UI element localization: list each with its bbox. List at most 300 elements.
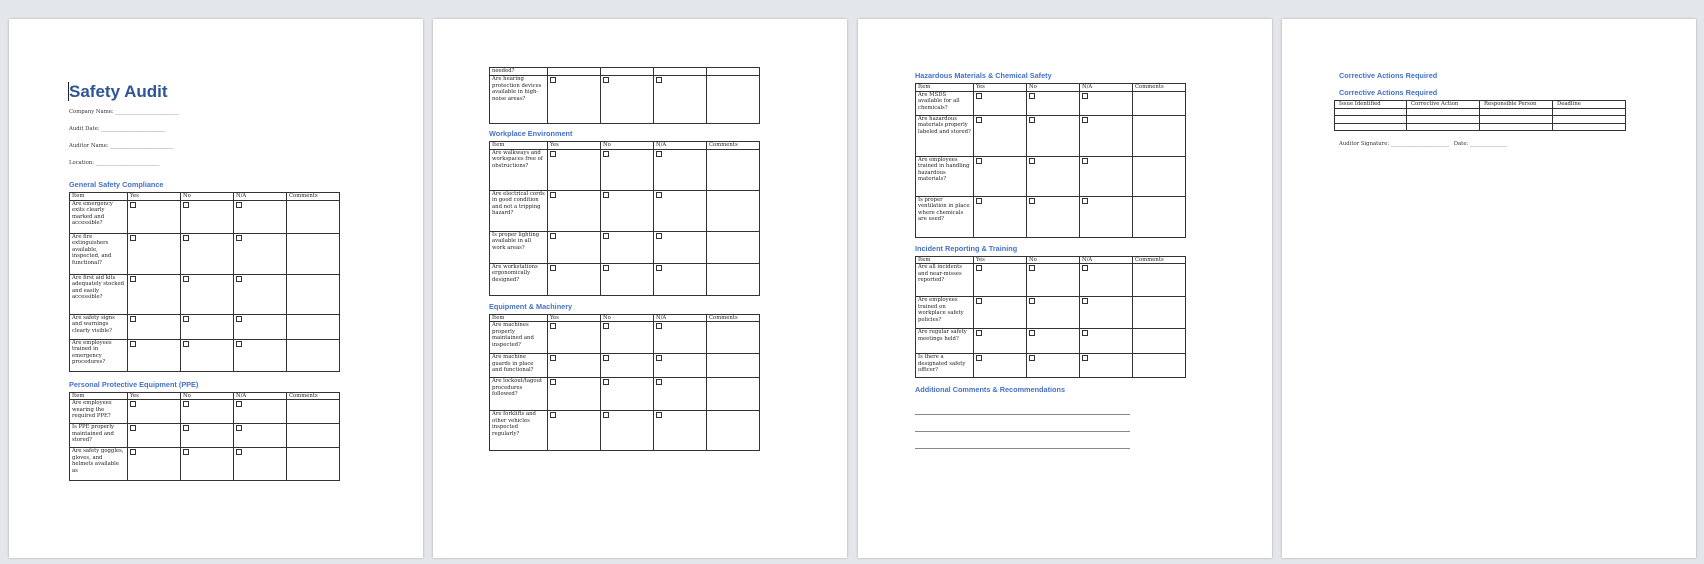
table-row	[490, 68, 760, 76]
document-page-2	[433, 19, 847, 558]
checkbox-cell[interactable]	[181, 274, 234, 314]
item-cell: Are lockout/tagout procedures followed?	[490, 378, 548, 411]
table-cell[interactable]	[1407, 123, 1480, 131]
checkbox[interactable]	[656, 77, 662, 83]
table-header-cell: Item	[490, 142, 548, 150]
checkbox-cell[interactable]	[974, 354, 1027, 378]
item-cell: Are electrical cords in good condition and not a tripping hazard?	[490, 190, 548, 231]
checkbox-cell[interactable]	[181, 424, 234, 448]
section-heading-ppe: Personal Protective Equipment (PPE)	[69, 379, 199, 389]
section-heading-additional: Additional Comments & Recommendations	[915, 385, 1066, 395]
table-cell[interactable]	[1407, 108, 1480, 116]
checkbox-cell[interactable]	[601, 263, 654, 295]
audit-table-general	[69, 192, 340, 372]
checkbox-cell[interactable]	[234, 339, 287, 371]
table-header-cell: Issue Identified	[1335, 101, 1407, 109]
checkbox-cell[interactable]	[128, 274, 181, 314]
table-row	[70, 274, 340, 314]
comments-cell[interactable]	[707, 231, 760, 263]
comments-cell[interactable]	[707, 68, 760, 76]
checkbox[interactable]	[1029, 298, 1035, 304]
checkbox[interactable]	[603, 192, 609, 198]
audit-table-equipment	[489, 314, 760, 452]
comments-cell[interactable]	[707, 378, 760, 411]
table-header-cell: Item	[490, 314, 548, 322]
table-cell[interactable]	[1407, 116, 1480, 124]
checkbox[interactable]	[1029, 198, 1035, 204]
checkbox-cell[interactable]	[1027, 264, 1080, 297]
checkbox-cell[interactable]	[548, 68, 601, 76]
checkbox[interactable]	[550, 412, 556, 418]
comments-cell[interactable]	[1133, 297, 1186, 329]
section-heading-incident: Incident Reporting & Training	[915, 243, 1018, 253]
checkbox[interactable]	[236, 235, 242, 241]
checkbox-cell[interactable]	[128, 424, 181, 448]
checkbox[interactable]	[1082, 117, 1088, 123]
checkbox[interactable]	[656, 192, 662, 198]
comments-cell[interactable]	[707, 411, 760, 451]
table-header-row	[490, 314, 760, 322]
item-cell: Is proper ventilation in place where chemicals are used?	[916, 196, 974, 237]
table-cell[interactable]	[1553, 123, 1626, 131]
table-row	[490, 149, 760, 190]
checkbox-cell[interactable]	[234, 200, 287, 233]
item-cell: Are employees trained on workplace safety policies?	[916, 297, 974, 329]
checkbox[interactable]	[976, 198, 982, 204]
checkbox[interactable]	[603, 233, 609, 239]
checkbox[interactable]	[656, 265, 662, 271]
checkbox[interactable]	[236, 202, 242, 208]
table-header-cell: Comments	[287, 193, 340, 201]
checkbox[interactable]	[550, 265, 556, 271]
section-heading-corrective-2: Corrective Actions Required	[1339, 88, 1438, 97]
table-header-cell: Yes	[128, 193, 181, 201]
checkbox[interactable]	[183, 425, 189, 431]
checkbox-cell[interactable]	[548, 322, 601, 354]
checkbox-cell[interactable]	[234, 233, 287, 274]
table-header-cell: Item	[70, 392, 128, 400]
checkbox-cell[interactable]	[654, 378, 707, 411]
checkbox[interactable]	[183, 316, 189, 322]
checkbox[interactable]	[656, 323, 662, 329]
table-cell[interactable]	[1335, 123, 1407, 131]
table-header-cell: No	[1027, 84, 1080, 92]
comments-cell[interactable]	[287, 274, 340, 314]
checkbox-cell[interactable]	[234, 274, 287, 314]
table-header-row	[1335, 101, 1626, 109]
checkbox[interactable]	[603, 265, 609, 271]
checkbox[interactable]	[130, 316, 136, 322]
checkbox-cell[interactable]	[234, 424, 287, 448]
table-row	[1335, 116, 1626, 124]
checkbox-cell[interactable]	[974, 115, 1027, 156]
checkbox[interactable]	[183, 341, 189, 347]
table-row	[916, 156, 1186, 196]
document-page-3	[858, 19, 1272, 558]
table-header-cell: No	[1027, 256, 1080, 264]
checkbox[interactable]	[1082, 198, 1088, 204]
checkbox-cell[interactable]	[1027, 115, 1080, 156]
comments-cell[interactable]	[287, 233, 340, 274]
comments-cell[interactable]	[287, 200, 340, 233]
checkbox-cell[interactable]	[128, 314, 181, 339]
checkbox[interactable]	[976, 117, 982, 123]
checkbox[interactable]	[550, 192, 556, 198]
checkbox-cell[interactable]	[601, 68, 654, 76]
item-cell: Are walkways and workspaces free of obstructions?	[490, 149, 548, 190]
checkbox-cell[interactable]	[1027, 297, 1080, 329]
checkbox[interactable]	[130, 235, 136, 241]
checkbox[interactable]	[656, 151, 662, 157]
location-field[interactable]: Location: ________________________	[69, 160, 160, 166]
checkbox-cell[interactable]	[548, 378, 601, 411]
table-header-cell: N/A	[1080, 84, 1133, 92]
checkbox-cell[interactable]	[548, 411, 601, 451]
table-header-cell: No	[181, 193, 234, 201]
checkbox[interactable]	[603, 412, 609, 418]
checkbox[interactable]	[603, 355, 609, 361]
checkbox-cell[interactable]	[128, 448, 181, 481]
checkbox[interactable]	[603, 151, 609, 157]
checkbox-cell[interactable]	[181, 200, 234, 233]
table-header-cell: N/A	[234, 193, 287, 201]
table-row	[490, 76, 760, 124]
checkbox[interactable]	[236, 449, 242, 455]
item-cell: Are machine guards in place and functional?	[490, 354, 548, 378]
table-header-cell: Yes	[548, 142, 601, 150]
checkbox-cell[interactable]	[601, 411, 654, 451]
table-header-cell: Comments	[1133, 256, 1186, 264]
checkbox[interactable]	[550, 233, 556, 239]
checkbox[interactable]	[236, 425, 242, 431]
table-row	[490, 378, 760, 411]
checkbox[interactable]	[183, 401, 189, 407]
item-cell: needed?	[490, 68, 548, 76]
table-header-cell: Deadline	[1553, 101, 1626, 109]
checkbox-cell[interactable]	[548, 354, 601, 378]
section-heading-equipment: Equipment & Machinery	[489, 301, 573, 311]
checkbox-cell[interactable]	[1027, 354, 1080, 378]
checkbox-cell[interactable]	[128, 339, 181, 371]
table-header-cell: Comments	[707, 314, 760, 322]
checkbox[interactable]	[976, 158, 982, 164]
checkbox[interactable]	[656, 355, 662, 361]
audit-date-field[interactable]: Audit Date: ________________________	[69, 126, 165, 132]
comments-cell[interactable]	[707, 354, 760, 378]
table-row	[916, 196, 1186, 237]
checkbox-cell[interactable]	[974, 196, 1027, 237]
checkbox-cell[interactable]	[654, 149, 707, 190]
checkbox[interactable]	[1082, 298, 1088, 304]
item-cell: Are regular safety meetings held?	[916, 329, 974, 354]
checkbox[interactable]	[976, 330, 982, 336]
table-header-row	[916, 84, 1186, 92]
checkbox[interactable]	[236, 316, 242, 322]
comments-cell[interactable]	[1133, 264, 1186, 297]
audit-table-ppe	[69, 392, 340, 482]
table-header-cell: N/A	[1080, 256, 1133, 264]
checkbox-cell[interactable]	[1027, 91, 1080, 115]
item-cell: Are workstations ergonomically designed?	[490, 263, 548, 295]
checkbox-cell[interactable]	[234, 314, 287, 339]
checkbox-cell[interactable]	[974, 264, 1027, 297]
table-header-cell: Item	[916, 84, 974, 92]
checkbox-cell[interactable]	[654, 322, 707, 354]
checkbox[interactable]	[1082, 158, 1088, 164]
checkbox[interactable]	[183, 235, 189, 241]
checkbox[interactable]	[183, 449, 189, 455]
checkbox-cell[interactable]	[1080, 297, 1133, 329]
checkbox-cell[interactable]	[601, 354, 654, 378]
section-heading-general: General Safety Compliance	[69, 180, 164, 189]
checkbox-cell[interactable]	[128, 400, 181, 424]
comments-cell[interactable]	[287, 424, 340, 448]
table-header-cell: Comments	[1133, 84, 1186, 92]
item-cell: Are employees wearing the required PPE?	[70, 400, 128, 424]
checkbox-cell[interactable]	[181, 448, 234, 481]
checkbox-cell[interactable]	[128, 233, 181, 274]
item-cell: Are all incidents and near-misses reported?	[916, 264, 974, 297]
table-row	[490, 190, 760, 231]
checkbox-cell[interactable]	[548, 190, 601, 231]
checkbox-cell[interactable]	[181, 233, 234, 274]
table-header-cell: Yes	[548, 314, 601, 322]
comments-cell[interactable]	[1133, 329, 1186, 354]
checkbox-cell[interactable]	[601, 149, 654, 190]
checkbox-cell[interactable]	[601, 322, 654, 354]
checkbox-cell[interactable]	[181, 314, 234, 339]
checkbox-cell[interactable]	[1027, 329, 1080, 354]
table-cell[interactable]	[1480, 116, 1553, 124]
comments-cell[interactable]	[707, 190, 760, 231]
signature-line[interactable]: Auditor Signature: ______________________ Date: ______________	[1339, 141, 1507, 148]
item-cell: Is PPE properly maintained and stored?	[70, 424, 128, 448]
table-row	[916, 115, 1186, 156]
checkbox-cell[interactable]	[548, 231, 601, 263]
comments-cell[interactable]	[1133, 156, 1186, 196]
checkbox[interactable]	[130, 425, 136, 431]
table-cell[interactable]	[1480, 108, 1553, 116]
text-cursor	[68, 82, 69, 101]
checkbox[interactable]	[550, 379, 556, 385]
additional-comments-area[interactable]	[915, 398, 1130, 449]
checkbox-cell[interactable]	[974, 297, 1027, 329]
item-cell: Are machines properly maintained and inspected?	[490, 322, 548, 354]
checkbox-cell[interactable]	[1080, 91, 1133, 115]
item-cell: Are safety signs and warnings clearly visible?	[70, 314, 128, 339]
checkbox-cell[interactable]	[654, 190, 707, 231]
checkbox-cell[interactable]	[548, 263, 601, 295]
checkbox[interactable]	[976, 298, 982, 304]
table-row	[490, 231, 760, 263]
item-cell: Are forklifts and other vehicles inspected regularly?	[490, 411, 548, 451]
table-header-row	[916, 256, 1186, 264]
item-cell: Are employees trained in emergency procedures?	[70, 339, 128, 371]
checkbox-cell[interactable]	[601, 190, 654, 231]
checkbox-cell[interactable]	[548, 76, 601, 124]
checkbox[interactable]	[130, 202, 136, 208]
comments-cell[interactable]	[287, 314, 340, 339]
comments-cell[interactable]	[1133, 354, 1186, 378]
company-name-field[interactable]: Company Name: ________________________	[69, 109, 179, 115]
checkbox-cell[interactable]	[601, 231, 654, 263]
table-row	[70, 233, 340, 274]
comments-cell[interactable]	[287, 339, 340, 371]
document-page-4	[1282, 19, 1696, 558]
checkbox[interactable]	[1082, 355, 1088, 361]
audit-table-incident	[915, 256, 1186, 379]
table-cell[interactable]	[1335, 108, 1407, 116]
table-cell[interactable]	[1553, 108, 1626, 116]
checkbox-cell[interactable]	[974, 91, 1027, 115]
checkbox[interactable]	[976, 355, 982, 361]
checkbox[interactable]	[130, 449, 136, 455]
checkbox-cell[interactable]	[1027, 196, 1080, 237]
comments-cell[interactable]	[1133, 196, 1186, 237]
checkbox-cell[interactable]	[1080, 115, 1133, 156]
comments-cell[interactable]	[707, 263, 760, 295]
checkbox[interactable]	[603, 77, 609, 83]
checkbox[interactable]	[1082, 93, 1088, 99]
table-header-cell: Comments	[707, 142, 760, 150]
checkbox[interactable]	[656, 233, 662, 239]
checkbox[interactable]	[1029, 330, 1035, 336]
item-cell: Are first aid kits adequately stocked and easily accessible?	[70, 274, 128, 314]
checkbox-cell[interactable]	[181, 339, 234, 371]
audit-table-workplace	[489, 141, 760, 296]
table-header-cell: Item	[70, 193, 128, 201]
auditor-name-field[interactable]: Auditor Name: ________________________	[69, 143, 174, 149]
checkbox[interactable]	[1082, 265, 1088, 271]
comment-line[interactable]	[915, 398, 1130, 415]
checkbox-cell[interactable]	[1080, 329, 1133, 354]
item-cell: Are fire extinguishers available, inspected, and functional?	[70, 233, 128, 274]
table-row	[916, 329, 1186, 354]
checkbox-cell[interactable]	[601, 76, 654, 124]
comments-cell[interactable]	[707, 322, 760, 354]
comments-cell[interactable]	[707, 149, 760, 190]
checkbox[interactable]	[1029, 93, 1035, 99]
checkbox-cell[interactable]	[654, 354, 707, 378]
corrective-actions-table	[1334, 100, 1626, 131]
checkbox[interactable]	[236, 341, 242, 347]
table-cell[interactable]	[1335, 116, 1407, 124]
checkbox-cell[interactable]	[974, 156, 1027, 196]
checkbox-cell[interactable]	[654, 411, 707, 451]
table-row	[916, 354, 1186, 378]
comments-cell[interactable]	[1133, 115, 1186, 156]
checkbox[interactable]	[603, 323, 609, 329]
table-header-cell: No	[181, 392, 234, 400]
checkbox[interactable]	[130, 276, 136, 282]
checkbox[interactable]	[236, 276, 242, 282]
table-cell[interactable]	[1480, 123, 1553, 131]
checkbox[interactable]	[183, 202, 189, 208]
table-row	[490, 263, 760, 295]
table-header-cell: Yes	[128, 392, 181, 400]
table-header-cell: N/A	[654, 314, 707, 322]
checkbox-cell[interactable]	[1080, 354, 1133, 378]
table-header-row	[70, 392, 340, 400]
checkbox[interactable]	[1029, 158, 1035, 164]
item-cell: Is proper lighting available in all work areas?	[490, 231, 548, 263]
table-header-cell: No	[601, 142, 654, 150]
table-row	[1335, 123, 1626, 131]
document-title-text[interactable]: Safety Audit	[69, 82, 168, 101]
checkbox[interactable]	[236, 401, 242, 407]
item-cell: Are hazardous materials properly labeled and stored?	[916, 115, 974, 156]
item-cell: Are employees trained in handling hazardous materials?	[916, 156, 974, 196]
checkbox-cell[interactable]	[654, 231, 707, 263]
comments-cell[interactable]	[1133, 91, 1186, 115]
table-header-row	[490, 142, 760, 150]
checkbox-cell[interactable]	[128, 200, 181, 233]
checkbox-cell[interactable]	[601, 378, 654, 411]
checkbox[interactable]	[183, 276, 189, 282]
checkbox-cell[interactable]	[1080, 196, 1133, 237]
checkbox[interactable]	[550, 151, 556, 157]
checkbox-cell[interactable]	[1080, 264, 1133, 297]
item-cell: Is there a designated safety officer?	[916, 354, 974, 378]
checkbox[interactable]	[550, 323, 556, 329]
section-heading-hazmat: Hazardous Materials & Chemical Safety	[915, 71, 1052, 80]
checkbox[interactable]	[603, 379, 609, 385]
table-header-cell: Comments	[287, 392, 340, 400]
table-header-cell: Yes	[974, 256, 1027, 264]
checkbox-cell[interactable]	[654, 68, 707, 76]
table-row	[70, 314, 340, 339]
comment-line[interactable]	[915, 432, 1130, 449]
checkbox[interactable]	[976, 265, 982, 271]
checkbox[interactable]	[976, 93, 982, 99]
checkbox[interactable]	[656, 379, 662, 385]
comment-line[interactable]	[915, 415, 1130, 432]
table-header-cell: N/A	[654, 142, 707, 150]
checkbox[interactable]	[1029, 355, 1035, 361]
checkbox[interactable]	[130, 341, 136, 347]
checkbox[interactable]	[550, 77, 556, 83]
table-row	[916, 264, 1186, 297]
checkbox-cell[interactable]	[654, 263, 707, 295]
checkbox-cell[interactable]	[1080, 156, 1133, 196]
checkbox[interactable]	[1029, 265, 1035, 271]
table-row	[916, 297, 1186, 329]
audit-table-hazmat	[915, 83, 1186, 238]
checkbox[interactable]	[550, 355, 556, 361]
checkbox-cell[interactable]	[1027, 156, 1080, 196]
checkbox[interactable]	[1029, 117, 1035, 123]
checkbox-cell[interactable]	[974, 329, 1027, 354]
table-row	[70, 400, 340, 424]
table-header-cell: Item	[916, 256, 974, 264]
checkbox[interactable]	[130, 401, 136, 407]
comments-cell[interactable]	[287, 400, 340, 424]
section-heading-workplace: Workplace Environment	[489, 129, 573, 138]
checkbox-cell[interactable]	[654, 76, 707, 124]
comments-cell[interactable]	[287, 448, 340, 481]
comments-cell[interactable]	[707, 76, 760, 124]
checkbox-cell[interactable]	[181, 400, 234, 424]
document-title[interactable]	[69, 81, 369, 103]
table-cell[interactable]	[1553, 116, 1626, 124]
checkbox[interactable]	[656, 412, 662, 418]
checkbox-cell[interactable]	[548, 149, 601, 190]
checkbox-cell[interactable]	[234, 448, 287, 481]
table-row	[490, 411, 760, 451]
checkbox[interactable]	[1082, 330, 1088, 336]
table-row	[70, 448, 340, 481]
checkbox-cell[interactable]	[234, 400, 287, 424]
